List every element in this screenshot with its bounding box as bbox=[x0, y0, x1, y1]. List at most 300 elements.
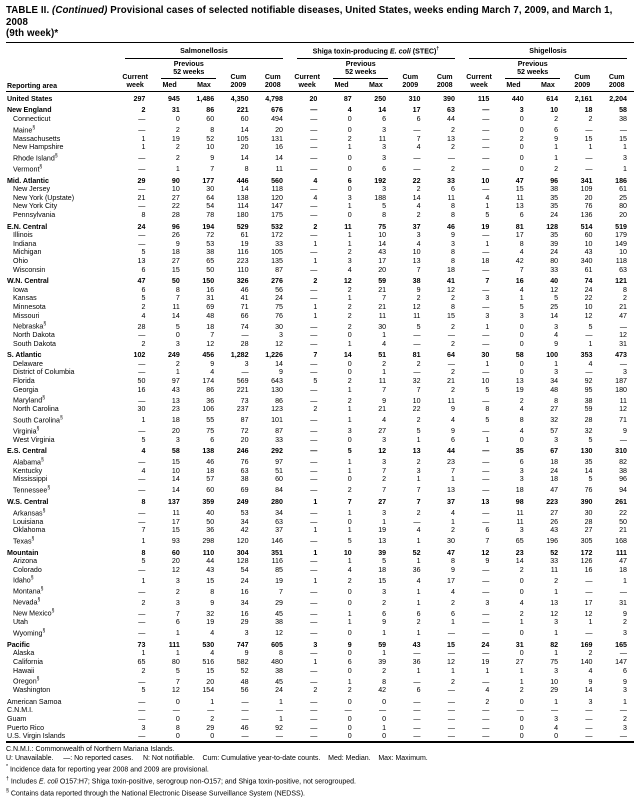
value-cell: 298 bbox=[202, 537, 215, 546]
value-cell: — bbox=[138, 697, 146, 706]
value-cell: 0 bbox=[519, 629, 524, 638]
value-cell: 9 bbox=[554, 134, 559, 143]
value-cell: 106 bbox=[202, 405, 215, 414]
value-cell: 2 bbox=[347, 248, 352, 257]
reporting-area-cell: Louisiana bbox=[13, 517, 44, 526]
value-cell: 3 bbox=[382, 587, 387, 596]
value-cell: 25 bbox=[619, 193, 627, 202]
value-cell: — bbox=[310, 211, 318, 220]
table-row bbox=[6, 124, 634, 135]
value-cell: 10 bbox=[412, 248, 421, 257]
value-cell: 4 bbox=[519, 285, 524, 294]
value-cell: 0 bbox=[519, 435, 524, 444]
value-cell: 69 bbox=[206, 302, 215, 311]
value-cell: 6 bbox=[347, 176, 352, 185]
value-cell: 2 bbox=[382, 359, 387, 368]
value-cell: 0 bbox=[347, 697, 352, 706]
value-cell: 8 bbox=[450, 211, 455, 220]
value-cell: 60 bbox=[275, 475, 283, 484]
value-cell: 4 bbox=[210, 629, 215, 638]
value-cell: 1 bbox=[554, 359, 559, 368]
value-cell: 75 bbox=[378, 222, 387, 231]
value-cell: 24 bbox=[550, 211, 559, 220]
value-cell: 9 bbox=[382, 396, 387, 405]
value-cell: 1 bbox=[416, 557, 421, 566]
previous-52-weeks-header: Previous 52 weeks bbox=[152, 59, 221, 80]
value-cell: 6 bbox=[485, 526, 490, 535]
value-cell: 3 bbox=[485, 294, 490, 303]
value-cell: — bbox=[447, 649, 455, 658]
value-cell: 19 bbox=[515, 385, 524, 394]
value-cell: 310 bbox=[615, 447, 627, 456]
table-row bbox=[6, 91, 634, 103]
value-cell: — bbox=[310, 231, 318, 240]
value-cell: 1,486 bbox=[196, 94, 215, 103]
value-cell: 14 bbox=[171, 486, 180, 495]
value-cell: 23 bbox=[171, 405, 180, 414]
value-cell: — bbox=[310, 486, 318, 495]
reporting-area-cell: North Carolina bbox=[13, 405, 59, 414]
value-cell: 63 bbox=[447, 106, 455, 115]
value-cell: — bbox=[619, 359, 627, 368]
value-cell: 5 bbox=[519, 302, 524, 311]
value-cell: 2,204 bbox=[609, 94, 627, 103]
table-row bbox=[6, 518, 634, 527]
value-cell: 17 bbox=[171, 517, 180, 526]
value-cell: 17 bbox=[584, 598, 593, 607]
value-cell: 3 bbox=[623, 368, 627, 377]
value-cell: 2 bbox=[347, 686, 352, 695]
value-cell: 11 bbox=[275, 165, 283, 174]
value-cell: 6 bbox=[416, 115, 421, 124]
value-cell: 33 bbox=[550, 557, 559, 566]
value-cell: 75 bbox=[275, 302, 283, 311]
value-cell: — bbox=[482, 576, 490, 585]
value-cell: 10 bbox=[550, 106, 559, 115]
value-cell: 130 bbox=[271, 385, 283, 394]
value-cell: 57 bbox=[206, 475, 215, 484]
value-cell: — bbox=[482, 285, 490, 294]
reporting-area-cell: E.N. Central bbox=[7, 222, 48, 231]
value-cell: 11 bbox=[447, 396, 455, 405]
value-cell: 87 bbox=[343, 94, 352, 103]
value-cell: 9 bbox=[623, 677, 627, 686]
value-cell: 24 bbox=[550, 466, 559, 475]
value-cell: 9 bbox=[210, 359, 215, 368]
value-cell: 57 bbox=[550, 427, 559, 436]
value-cell: 7 bbox=[485, 537, 490, 546]
value-cell: 8 bbox=[623, 285, 627, 294]
value-cell: 41 bbox=[240, 294, 249, 303]
value-cell: 304 bbox=[236, 548, 249, 557]
value-cell: — bbox=[482, 134, 490, 143]
reporting-area-cell: Pacific bbox=[7, 640, 30, 649]
value-cell: — bbox=[310, 723, 318, 732]
value-cell: 3 bbox=[175, 435, 180, 444]
value-cell: 1 bbox=[554, 629, 559, 638]
value-cell: 5 bbox=[554, 294, 559, 303]
value-cell: 98 bbox=[515, 498, 524, 506]
value-cell: — bbox=[310, 427, 318, 436]
value-cell: 46 bbox=[240, 285, 249, 294]
value-cell: 390 bbox=[443, 94, 455, 103]
value-cell: 30 bbox=[137, 405, 146, 414]
value-cell: 326 bbox=[236, 277, 249, 286]
value-cell: 249 bbox=[236, 498, 249, 506]
value-cell: 10 bbox=[481, 176, 490, 185]
value-cell: 11 bbox=[447, 193, 455, 202]
table-row bbox=[6, 248, 634, 257]
value-cell: 2 bbox=[519, 396, 524, 405]
value-cell: 2 bbox=[416, 416, 421, 425]
value-cell: — bbox=[275, 732, 283, 741]
value-cell: 4 bbox=[416, 143, 421, 152]
value-cell: 8 bbox=[450, 302, 455, 311]
value-cell: 86 bbox=[206, 385, 215, 394]
value-cell: 2 bbox=[313, 686, 318, 695]
value-cell: 10 bbox=[412, 396, 421, 405]
table-row bbox=[6, 115, 634, 124]
value-cell: — bbox=[310, 447, 318, 456]
value-cell: 1 bbox=[416, 587, 421, 596]
value-cell: — bbox=[482, 427, 490, 436]
footnote-line: † Includes E. coli O157:H7; Shiga toxin-positive, serogroup non-O157; and Shiga toxin-positive, not serogrouped. bbox=[6, 775, 356, 786]
value-cell: 237 bbox=[236, 405, 249, 414]
value-cell: — bbox=[310, 134, 318, 143]
value-cell: 31 bbox=[619, 598, 627, 607]
value-cell: 18 bbox=[171, 416, 180, 425]
value-cell: — bbox=[482, 185, 490, 194]
value-cell: 0 bbox=[347, 368, 352, 377]
value-cell: 2 bbox=[623, 714, 627, 723]
value-cell: 473 bbox=[615, 351, 627, 360]
value-cell: 81 bbox=[412, 351, 421, 360]
value-cell: 3 bbox=[313, 640, 318, 649]
value-cell: 0 bbox=[519, 143, 524, 152]
value-cell: 30 bbox=[584, 508, 593, 517]
value-cell: 0 bbox=[347, 115, 352, 124]
value-cell: 0 bbox=[347, 732, 352, 741]
value-cell: 36 bbox=[412, 658, 421, 667]
value-cell: 73 bbox=[137, 640, 146, 649]
value-cell: — bbox=[138, 115, 146, 124]
table-row bbox=[6, 266, 634, 275]
value-cell: 47 bbox=[550, 486, 559, 495]
table-row bbox=[6, 135, 634, 144]
value-cell: 11 bbox=[378, 377, 387, 386]
value-cell: 3 bbox=[554, 714, 559, 723]
value-cell: 13 bbox=[412, 447, 421, 456]
value-cell: 1 bbox=[416, 537, 421, 546]
value-cell: 3 bbox=[485, 311, 490, 320]
value-cell: 21 bbox=[619, 302, 627, 311]
value-cell: 18 bbox=[550, 458, 559, 467]
value-cell: 1 bbox=[485, 322, 490, 331]
value-cell: 47 bbox=[447, 548, 455, 557]
value-cell: 121 bbox=[615, 277, 627, 286]
value-cell: 9 bbox=[416, 285, 421, 294]
value-cell: 6 bbox=[450, 435, 455, 444]
value-cell: 74 bbox=[240, 322, 249, 331]
value-cell: 2 bbox=[313, 222, 318, 231]
value-cell: 110 bbox=[202, 548, 215, 557]
value-cell: 7 bbox=[382, 486, 387, 495]
value-cell: 45 bbox=[275, 609, 283, 618]
value-cell: 22 bbox=[619, 508, 627, 517]
value-cell: 2 bbox=[416, 359, 421, 368]
value-cell: 28 bbox=[171, 211, 180, 220]
value-cell: 7 bbox=[416, 265, 421, 274]
reporting-area-cell: U.S. Virgin Islands bbox=[7, 732, 66, 741]
value-cell: 177 bbox=[202, 176, 215, 185]
value-cell: 9 bbox=[244, 649, 249, 658]
table-header bbox=[6, 44, 634, 92]
max-header: Max bbox=[359, 80, 393, 92]
value-cell: 73 bbox=[240, 396, 249, 405]
value-cell: 4 bbox=[554, 331, 559, 340]
value-cell: 3 bbox=[347, 257, 352, 265]
value-cell: — bbox=[482, 339, 490, 348]
value-cell: 0 bbox=[347, 211, 352, 220]
value-cell: 138 bbox=[236, 193, 249, 202]
value-cell: — bbox=[619, 435, 627, 444]
value-cell: 56 bbox=[240, 686, 249, 695]
value-cell: 4 bbox=[347, 106, 352, 115]
value-cell: 530 bbox=[202, 640, 215, 649]
value-cell: 38 bbox=[584, 396, 593, 405]
table-row bbox=[6, 231, 634, 240]
value-cell: 5 bbox=[588, 322, 593, 331]
value-cell: 44 bbox=[447, 115, 455, 124]
value-cell: 105 bbox=[271, 248, 283, 257]
value-cell: 13 bbox=[515, 377, 524, 386]
value-cell: 1 bbox=[450, 666, 455, 675]
value-cell: 21 bbox=[378, 285, 387, 294]
value-cell: — bbox=[310, 706, 318, 715]
value-cell: 38 bbox=[275, 618, 283, 627]
value-cell: 66 bbox=[240, 311, 249, 320]
cum-2008-header: Cum 2008 bbox=[256, 59, 290, 91]
value-cell: 18 bbox=[378, 565, 387, 574]
value-cell: — bbox=[482, 458, 490, 467]
value-cell: 6 bbox=[416, 609, 421, 618]
table-row bbox=[6, 294, 634, 303]
value-cell: 12 bbox=[378, 447, 387, 456]
value-cell: — bbox=[275, 706, 283, 715]
value-cell: 46 bbox=[240, 723, 249, 732]
value-cell: 48 bbox=[550, 385, 559, 394]
value-cell: 50 bbox=[206, 517, 215, 526]
reporting-area-cell: Alabama§ bbox=[13, 456, 44, 467]
value-cell: 4,350 bbox=[230, 94, 249, 103]
value-cell: — bbox=[619, 732, 627, 741]
value-cell: 2 bbox=[416, 458, 421, 467]
value-cell: 6 bbox=[347, 658, 352, 667]
value-cell: 20 bbox=[171, 557, 180, 566]
table-row bbox=[6, 507, 634, 518]
value-cell: 14 bbox=[412, 193, 421, 202]
value-cell: 297 bbox=[133, 94, 146, 103]
value-cell: 47 bbox=[515, 176, 524, 185]
value-cell: 0 bbox=[382, 697, 387, 706]
value-cell: 43 bbox=[378, 248, 387, 257]
value-cell: 10 bbox=[171, 185, 180, 194]
value-cell: 1 bbox=[313, 498, 318, 506]
value-cell: 1 bbox=[382, 517, 387, 526]
value-cell: 71 bbox=[619, 416, 627, 425]
value-cell: 1 bbox=[141, 134, 146, 143]
table-row bbox=[6, 627, 634, 638]
value-cell: — bbox=[310, 248, 318, 257]
value-cell: 1 bbox=[347, 466, 352, 475]
value-cell: 27 bbox=[171, 193, 180, 202]
value-cell: 27 bbox=[584, 526, 593, 535]
footnotes bbox=[6, 743, 634, 798]
value-cell: 111 bbox=[168, 640, 180, 649]
value-cell: 87 bbox=[240, 416, 249, 425]
value-cell: — bbox=[310, 359, 318, 368]
value-cell: — bbox=[482, 508, 490, 517]
value-cell: 6 bbox=[554, 125, 559, 134]
value-cell: — bbox=[413, 706, 421, 715]
value-cell: — bbox=[482, 265, 490, 274]
value-cell: 3 bbox=[141, 723, 146, 732]
value-cell: 2 bbox=[347, 377, 352, 386]
value-cell: 3 bbox=[279, 331, 283, 340]
value-cell: 116 bbox=[237, 248, 249, 257]
reporting-area-cell: New Hampshire bbox=[13, 143, 64, 152]
value-cell: 1 bbox=[347, 231, 352, 240]
value-cell: — bbox=[138, 565, 146, 574]
reporting-area-cell: Guam bbox=[7, 714, 27, 723]
reporting-area-cell: Montana§ bbox=[13, 586, 44, 596]
value-cell: — bbox=[482, 677, 490, 686]
value-cell: — bbox=[138, 202, 146, 211]
value-cell: 2,161 bbox=[574, 94, 593, 103]
value-cell: — bbox=[379, 706, 387, 715]
value-cell: 0 bbox=[347, 154, 352, 163]
value-cell: 12 bbox=[481, 548, 490, 557]
value-cell: 31 bbox=[619, 339, 627, 348]
value-cell: 9 bbox=[623, 427, 627, 436]
value-cell: 516 bbox=[202, 658, 215, 667]
value-cell: — bbox=[310, 322, 318, 331]
value-cell: 15 bbox=[584, 134, 593, 143]
value-cell: — bbox=[241, 732, 249, 741]
value-cell: 42 bbox=[515, 257, 524, 265]
value-cell: 128 bbox=[546, 222, 559, 231]
value-cell: 4 bbox=[416, 202, 421, 211]
value-cell: 65 bbox=[137, 658, 146, 667]
value-cell: 150 bbox=[202, 277, 215, 286]
value-cell: 532 bbox=[271, 222, 283, 231]
value-cell: 2 bbox=[450, 368, 455, 377]
value-cell: 2 bbox=[382, 598, 387, 607]
value-cell: — bbox=[447, 359, 455, 368]
value-cell: 10 bbox=[206, 143, 215, 152]
value-cell: 0 bbox=[519, 125, 524, 134]
value-cell: 8 bbox=[485, 405, 490, 414]
value-cell: 2 bbox=[210, 714, 215, 723]
value-cell: 2 bbox=[554, 115, 559, 124]
value-cell: 2 bbox=[141, 106, 146, 115]
value-cell: 24 bbox=[481, 640, 490, 649]
value-cell: — bbox=[619, 587, 627, 596]
value-cell: 0 bbox=[175, 697, 180, 706]
value-cell: — bbox=[619, 322, 627, 331]
value-cell: 6 bbox=[519, 458, 524, 467]
value-cell: 13 bbox=[412, 257, 421, 265]
value-cell: 8 bbox=[382, 677, 387, 686]
value-cell: — bbox=[138, 629, 146, 638]
value-cell: 36 bbox=[206, 526, 215, 535]
value-cell: 3 bbox=[554, 666, 559, 675]
value-cell: 2 bbox=[347, 311, 352, 320]
value-cell: 61 bbox=[240, 231, 249, 240]
value-cell: 46 bbox=[206, 458, 215, 467]
table-row bbox=[6, 566, 634, 575]
value-cell: 1 bbox=[623, 165, 627, 174]
value-cell: 25 bbox=[550, 302, 559, 311]
reporting-area-cell: Maryland§ bbox=[13, 395, 45, 405]
value-cell: 4 bbox=[416, 526, 421, 535]
value-cell: 280 bbox=[271, 498, 283, 506]
value-cell: 29 bbox=[206, 723, 215, 732]
value-cell: — bbox=[447, 723, 455, 732]
value-cell: — bbox=[413, 165, 421, 174]
value-cell: 4 bbox=[519, 598, 524, 607]
value-cell: 3 bbox=[347, 193, 352, 202]
title-rule bbox=[6, 42, 634, 43]
value-cell: 34 bbox=[240, 517, 249, 526]
value-cell: 38 bbox=[206, 248, 215, 257]
value-cell: — bbox=[447, 697, 455, 706]
value-cell: 30 bbox=[378, 322, 387, 331]
table-row bbox=[6, 732, 634, 742]
value-cell: 38 bbox=[240, 475, 249, 484]
value-cell: 16 bbox=[240, 609, 249, 618]
reporting-area-cell: Oklahoma bbox=[13, 526, 46, 535]
value-cell: 351 bbox=[271, 548, 283, 557]
value-cell: — bbox=[482, 565, 490, 574]
value-cell: — bbox=[413, 697, 421, 706]
value-cell: 2 bbox=[450, 339, 455, 348]
value-cell: 4 bbox=[347, 565, 352, 574]
value-cell: 8 bbox=[382, 211, 387, 220]
value-cell: — bbox=[482, 732, 490, 741]
reporting-area-cell: Rhode Island§ bbox=[13, 152, 58, 163]
value-cell: — bbox=[310, 587, 318, 596]
value-cell: 0 bbox=[519, 115, 524, 124]
value-cell: 3 bbox=[519, 106, 524, 115]
value-cell: — bbox=[138, 239, 146, 248]
value-cell: 5 bbox=[141, 248, 146, 257]
value-cell: 0 bbox=[347, 666, 352, 675]
value-cell: 47 bbox=[619, 311, 627, 320]
value-cell: 1 bbox=[347, 618, 352, 627]
value-cell: 11 bbox=[516, 517, 524, 526]
value-cell: 1 bbox=[347, 526, 352, 535]
value-cell: 43 bbox=[584, 248, 593, 257]
value-cell: — bbox=[482, 302, 490, 311]
value-cell: — bbox=[310, 294, 318, 303]
value-cell: 12 bbox=[584, 609, 593, 618]
table-row bbox=[6, 574, 634, 585]
value-cell: 85 bbox=[275, 565, 283, 574]
value-cell: 614 bbox=[546, 94, 559, 103]
value-cell: — bbox=[585, 331, 593, 340]
value-cell: 2 bbox=[416, 211, 421, 220]
